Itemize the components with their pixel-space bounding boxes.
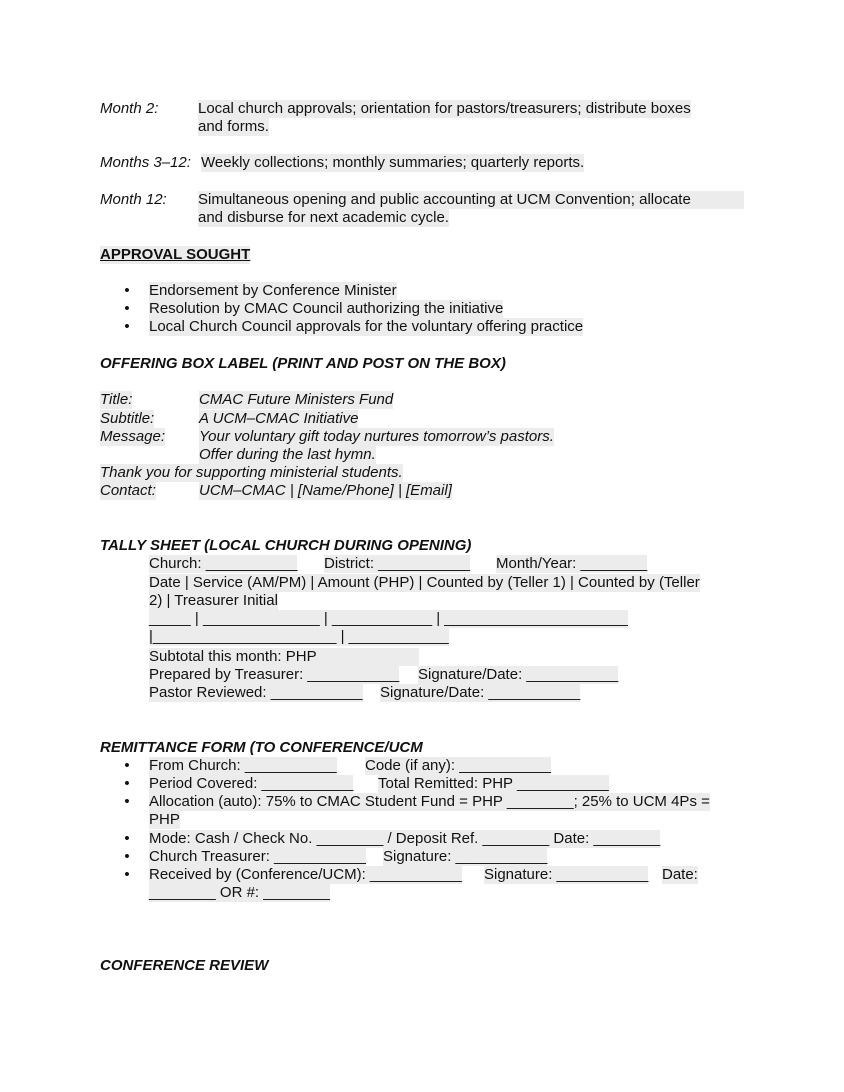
bullet-icon: • [124, 830, 130, 847]
tally-pastor-signature: Signature/Date: ___________ [380, 684, 581, 701]
bullet-icon: • [124, 866, 130, 883]
approval-item: Resolution by CMAC Council authorizing the initiative [149, 300, 504, 317]
bullet-icon: • [124, 848, 130, 865]
timeline-text-month-2-line1: Local church approvals; orientation for pastors/treasurers; distribute boxes [198, 100, 691, 117]
remit-from-church: From Church: ___________ [149, 757, 337, 774]
remit-treasurer-signature: Signature: ___________ [383, 848, 548, 865]
box-subtitle-value: A UCM–CMAC Initiative [199, 410, 359, 427]
remit-mode: Mode: Cash / Check No. ________ / Deposit Ref. ________ Date: ________ [149, 830, 661, 847]
remit-allocation-line1: Allocation (auto): 75% to CMAC Student Fund = PHP ________; 25% to UCM 4Ps = [149, 793, 710, 810]
remittance-heading: REMITTANCE FORM (TO CONFERENCE/UCM [100, 739, 423, 756]
approval-heading: APPROVAL SOUGHT [100, 246, 251, 263]
bullet-icon: • [124, 282, 130, 299]
timeline-label-months-3-12: Months 3–12: [100, 154, 191, 171]
tally-prepared-signature: Signature/Date: ___________ [418, 666, 619, 683]
tally-church-field: Church: ___________ [149, 555, 298, 572]
bullet-icon: • [124, 775, 130, 792]
remit-treasurer: Church Treasurer: ___________ [149, 848, 366, 865]
remit-code: Code (if any): ___________ [365, 757, 551, 774]
box-title-value: CMAC Future Ministers Fund [199, 391, 394, 408]
remit-received-date: Date: [662, 866, 698, 883]
bullet-icon: • [124, 793, 130, 810]
bullet-icon: • [124, 318, 130, 335]
tally-month-year-field: Month/Year: ________ [496, 555, 648, 572]
bullet-icon: • [124, 300, 130, 317]
tally-columns-line1: Date | Service (AM/PM) | Amount (PHP) | Counted by (Teller 1) | Counted by (Teller [149, 574, 700, 591]
box-subtitle-label: Subtitle: [100, 410, 155, 427]
remit-allocation-line2: PHP [149, 811, 180, 828]
box-label-heading: OFFERING BOX LABEL (PRINT AND POST ON THE BOX) [100, 355, 506, 372]
box-message-line1: Your voluntary gift today nurtures tomorrow’s pastors. [199, 428, 554, 445]
bullet-icon: • [124, 757, 130, 774]
box-thanks: Thank you for supporting ministerial students. [100, 464, 403, 481]
tally-columns-line2: 2) | Treasurer Initial [149, 592, 278, 609]
remit-or-number: ________ OR #: ________ [149, 884, 330, 901]
box-title-label: Title: [100, 391, 133, 408]
timeline-text-month-2-line2: and forms. [198, 118, 269, 135]
box-contact-label: Contact: [100, 482, 156, 499]
tally-prepared-by: Prepared by Treasurer: ___________ [149, 666, 400, 683]
tally-pastor-reviewed: Pastor Reviewed: ___________ [149, 684, 363, 701]
remit-total: Total Remitted: PHP ___________ [378, 775, 609, 792]
box-message-line2: Offer during the last hymn. [199, 446, 376, 463]
timeline-text-months-3-12: Weekly collections; monthly summaries; quarterly reports. [201, 154, 585, 171]
timeline-label-month-12: Month 12: [100, 191, 167, 208]
remit-received-by: Received by (Conference/UCM): ___________ [149, 866, 462, 883]
conference-review-heading: CONFERENCE REVIEW [100, 957, 269, 974]
tally-district-field: District: ___________ [324, 555, 470, 572]
approval-item: Endorsement by Conference Minister [149, 282, 397, 299]
timeline-label-month-2: Month 2: [100, 100, 159, 117]
timeline-text-month-12-line1: Simultaneous opening and public accounting at UCM Convention; allocate [198, 191, 744, 209]
timeline-text-month-12-line2: and disburse for next academic cycle. [198, 209, 449, 226]
box-contact-value: UCM–CMAC | [Name/Phone] | [Email] [199, 482, 452, 499]
approval-item: Local Church Council approvals for the voluntary offering practice [149, 318, 584, 335]
remit-period: Period Covered: ___________ [149, 775, 354, 792]
tally-heading: TALLY SHEET (LOCAL CHURCH DURING OPENING) [100, 537, 472, 554]
remit-received-signature: Signature: ___________ [484, 866, 649, 883]
tally-row-line1: _____ | ______________ | ____________ | ______________________ [149, 610, 628, 627]
box-message-label: Message: [100, 428, 166, 445]
tally-row-line2: |______________________ | ____________ [149, 628, 449, 645]
tally-subtotal: Subtotal this month: PHP [149, 648, 419, 666]
